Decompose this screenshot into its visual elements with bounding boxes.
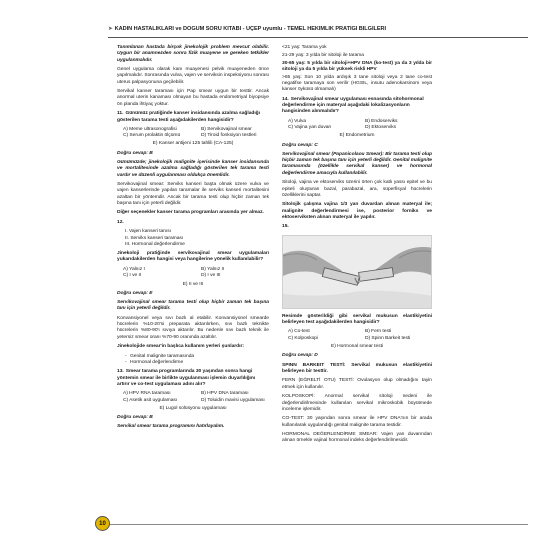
option-c: C) Asetik asit uygulaması bbox=[123, 397, 178, 403]
answer-label: Doğru cevap: D bbox=[282, 353, 318, 359]
option-e: E) Endometrium bbox=[339, 133, 375, 139]
question-15-options bbox=[282, 329, 432, 342]
option-d: D) Tiroid fonksiyon testleri bbox=[201, 133, 257, 139]
answer-label: Doğru cevap: B bbox=[117, 150, 153, 156]
footer-divider bbox=[108, 524, 528, 525]
running-header bbox=[108, 26, 528, 37]
screening-line: 21-29 yaş: 3 yılda bir sitoloji ile tarama bbox=[282, 52, 364, 58]
question-number: 12. bbox=[117, 219, 124, 225]
usage-list bbox=[117, 354, 269, 367]
explanation-bold: Servikovajinal smear tarama testi olup hiçbir zaman tek başına tanı için yeterli değildir. bbox=[117, 300, 269, 312]
screening-line: >65 yaş: Son 10 yılda ardışık 3 tane sitoloji veya 2 tane co-test negatifse taramaya son verilir (HGSIL, insutu adenokarsinom veya kanser öyküsü olmamalı) bbox=[282, 74, 432, 93]
option-e: E) Hormonal smear testi bbox=[330, 344, 384, 350]
question-12-statements bbox=[117, 229, 269, 248]
option-a: A) Meme ultrasonografisi bbox=[123, 126, 177, 132]
statement-item: III. Hormonal değerlendirme bbox=[125, 241, 185, 247]
explanation-paragraph: FERN (EĞRELTİ OTU) TESTİ: Ovulasyon olup olmadığını tayin etmek için kullanılır. bbox=[282, 378, 432, 390]
list-item: - Genital malignite taramasında bbox=[125, 354, 269, 360]
question-number: 14. bbox=[282, 96, 289, 102]
question-number: 13. bbox=[117, 369, 124, 375]
screening-line: 30-65 yaş: 5 yılda bir sitoloji+HPV DNA (ko-test) ya da 3 yılda bir sitoloji ya da 5 yılda bir yüksek riskli HPV bbox=[282, 60, 432, 72]
screening-line: <21 yaş: Tarama yok bbox=[282, 45, 327, 50]
explanation-bold: Servikovajinal smear (Papanicolaou Smear): Bir tarama testi olup hiçbir zaman tek başına tanı için yeterli değildir. Genital malignite taramasında (özellikle servikal kanser) ve hormonal değerlendirme amacıyla kullanılabilir. bbox=[282, 151, 432, 176]
question-11-options bbox=[117, 127, 269, 140]
question-number: 11. bbox=[117, 111, 124, 117]
option-d: D) I ve III bbox=[201, 273, 221, 279]
question-12 bbox=[117, 220, 269, 226]
option-e: E) Kanser antijeni 125 tahlili (CA-125) bbox=[152, 141, 234, 147]
list-item: - Hormonal değerlendirme bbox=[125, 360, 269, 366]
option-e: E) II ve III bbox=[182, 281, 204, 287]
option-c: C) Vajina yan duvarı bbox=[288, 124, 332, 130]
explanation-paragraph: Diğer seçenekler kanser tarama programları arasında yer almaz. bbox=[117, 210, 264, 216]
explanation-paragraph: Konvansiyonel veya sıvı bazlı al etabilir. Konvansiyonel smearde hücrelerin %10-20'si preparata aktarılırken, sıvı bazlı teknikte hücrelerin %80-90'ı sıvıya aktarılır. Bu nedenle sıvı bazlı teknik ile yetersiz smear oranı %70-90 oranında azaltılır. bbox=[117, 315, 269, 340]
question-14-options bbox=[282, 119, 432, 132]
option-b: B) HPV DNA taraması bbox=[201, 391, 249, 397]
explanation-bold: SPINN BARKEIT TESTİ: Servikal mukusun elastikiyetini belirleyen bir testtir. bbox=[282, 362, 432, 374]
option-d: D) Toluidin mavisi uygulaması bbox=[201, 397, 265, 403]
explanation-paragraph: Sitolojik çalışma vajina 1/3 yan duvardan alınan materyal ile; malignite değerlendirmesi ise, posterior forniks ve ektoserviksten alınan materyal ile yapılır. bbox=[282, 202, 432, 220]
explanation-paragraph: KOLPOSKOPİ: Anormal servikal sitoloji nedeni ile değerlendirilmesinde kullanılan servikal mikroskobik büyütmede inceleme işlemidir. bbox=[282, 394, 432, 412]
question-14 bbox=[282, 97, 432, 116]
option-c: C) Serum prolaktin ölçümü bbox=[123, 133, 181, 139]
intro-paragraph: Servikal kanser taraması için Pap smear uygun bir testtir. Ancak anormal uterin kanaması olmayan bu hastada endometriyal biyopsiye ön planda ihtiyaç yoktur. bbox=[117, 89, 269, 107]
question-15 bbox=[282, 224, 432, 230]
question-12-options bbox=[117, 267, 269, 280]
option-b: B) Fern testi bbox=[365, 329, 392, 335]
answer-label: Doğru cevap: E bbox=[117, 290, 153, 296]
page-number-badge: 10 bbox=[95, 516, 110, 531]
question-13 bbox=[117, 369, 269, 388]
arrow-bullet-icon: ➤ bbox=[108, 26, 113, 32]
option-a: A) Vulva bbox=[288, 118, 307, 124]
right-column bbox=[282, 45, 432, 448]
question-text: Günümüz pratiğinde kanser insidansında azalma sağladığı gösterilen tarama testi aşağıdakilerden hangisidir? bbox=[117, 111, 260, 123]
option-a: A) Yalnız I bbox=[123, 266, 145, 272]
question-number: 15. bbox=[282, 224, 289, 230]
option-b: B) Endoserviks bbox=[365, 118, 398, 124]
question-text: Smear tarama programlarında 30 yaşından sonra hangi yöntemin smear ile birlikte uygulanması işlemin duyarlılığını artırır ve co-test uygulaması adını alır? bbox=[117, 369, 256, 387]
question-text: Resimde gösterildiği gibi servikal mukusun elastikiyetini belirleyen test aşağıdakilerden hangisidir? bbox=[282, 313, 432, 325]
question-text: Servikovajinal smear uygulaması esnasında sitohormonal değerlendirme için materyal aşağıdaki lokalizasyonların hangisinden alınmalıdır? bbox=[282, 96, 424, 115]
statement-item: II. Serviks kanseri taraması bbox=[125, 235, 184, 241]
explanation-paragraph: Servikovajinal smear: Serviks kanseri başta olmak üzere vulva ve vajen kanserlerinde yapılan taramalar ile serviks kanseri mortalitesini azaltan bir yöntemdir. Ancak bir tarama testi olup hiçbir zaman tek başına tanı için yeterli değildir. bbox=[117, 182, 269, 206]
option-a: A) Co-test bbox=[288, 329, 310, 335]
question-text: Jinekoloji pratiğinde servikovajinal smear uygulamaları yukarıdakilerden hangisi veya hangilerine yönelik kullanılabilir? bbox=[117, 251, 269, 263]
header-divider bbox=[108, 37, 528, 38]
option-e: E) Lugol solüsyonu uygulaması bbox=[159, 405, 227, 411]
option-c: C) Kolposkopi bbox=[288, 335, 319, 341]
explanation-paragraph: HORMONAL DEĞERLENDİRME SMEAR: Vajen yan duvarından alınan örnekle vajinal hormonal indeks değerlendirilmesidir. bbox=[282, 432, 432, 444]
left-column bbox=[117, 45, 269, 434]
question-11 bbox=[117, 111, 269, 124]
intro-paragraph: Genel uygulama olarak kanı muayenesi pelvik muayeneden önce yapılmalıdır. Sonrasında vulva, vajen ve serviksin inspeksiyonu sonrası uterus palpasyonuna geçilebilir. bbox=[117, 67, 269, 85]
option-d: D) Spinn Barkeit testi bbox=[365, 335, 411, 341]
question-13-options bbox=[117, 391, 269, 404]
statement-item: I. Vajen kanseri tanısı bbox=[125, 229, 171, 235]
option-b: B) Servikovajinal smear bbox=[201, 126, 252, 132]
intro-paragraph-bold: Tanımlanan hastada birçok jinekolojik problem mevcut olabilir. Uygun bir anamnezden sonra fizik muayene ve gereken tetkikler uygulanmalıdır. bbox=[117, 45, 269, 63]
option-c: C) I ve II bbox=[123, 273, 142, 279]
explanation-bold: Günümüzde; jinekolojik malignite içerisinde kanser insidansında ve mortalitesinde azalma sağladığı gösterilen tek tarama testi vardır ve düzenli uygulanması oldukça önemlidir. bbox=[117, 160, 269, 178]
mucus-elasticity-photo bbox=[282, 235, 432, 309]
option-d: D) Ektoserviks bbox=[365, 124, 397, 130]
answer-label: Doğru cevap: B bbox=[117, 415, 153, 421]
explanation-paragraph: CO-TEST: 30 yaşından sonra smear ile HPV DNA'nın bir arada kullanılarak uygulandığı genital malignite tarama testidir. bbox=[282, 416, 432, 428]
option-a: A) HPV RNA taraması bbox=[123, 391, 171, 397]
answer-label: Doğru cevap: C bbox=[282, 142, 318, 148]
gloved-hands-slides-illustration bbox=[283, 236, 432, 309]
running-header-title: KADIN HASTALIKLARI ve DOĞUM SORU KİTABI - UÇEP uyumlu - TEMEL HEKİMLİK PRATİĞİ BİLGİLERİ bbox=[114, 26, 386, 32]
explanation-paragraph: Sitoloji, vajina ve ektoserviks üzerini örten çok katlı yassı epitel ve bu epiteli oluşturan bazal, parabazal, ara, süperfisyal hücrelerin özelliklerini saptar. bbox=[282, 180, 432, 198]
explanation-bold: Servikal smear tarama programını hatırlayalım. bbox=[117, 424, 225, 430]
explanation-paragraph: Jinekolojide smear'in başlıca kullanım yerleri şunlardır: bbox=[117, 344, 244, 350]
option-b: B) Yalnız II bbox=[201, 266, 225, 272]
